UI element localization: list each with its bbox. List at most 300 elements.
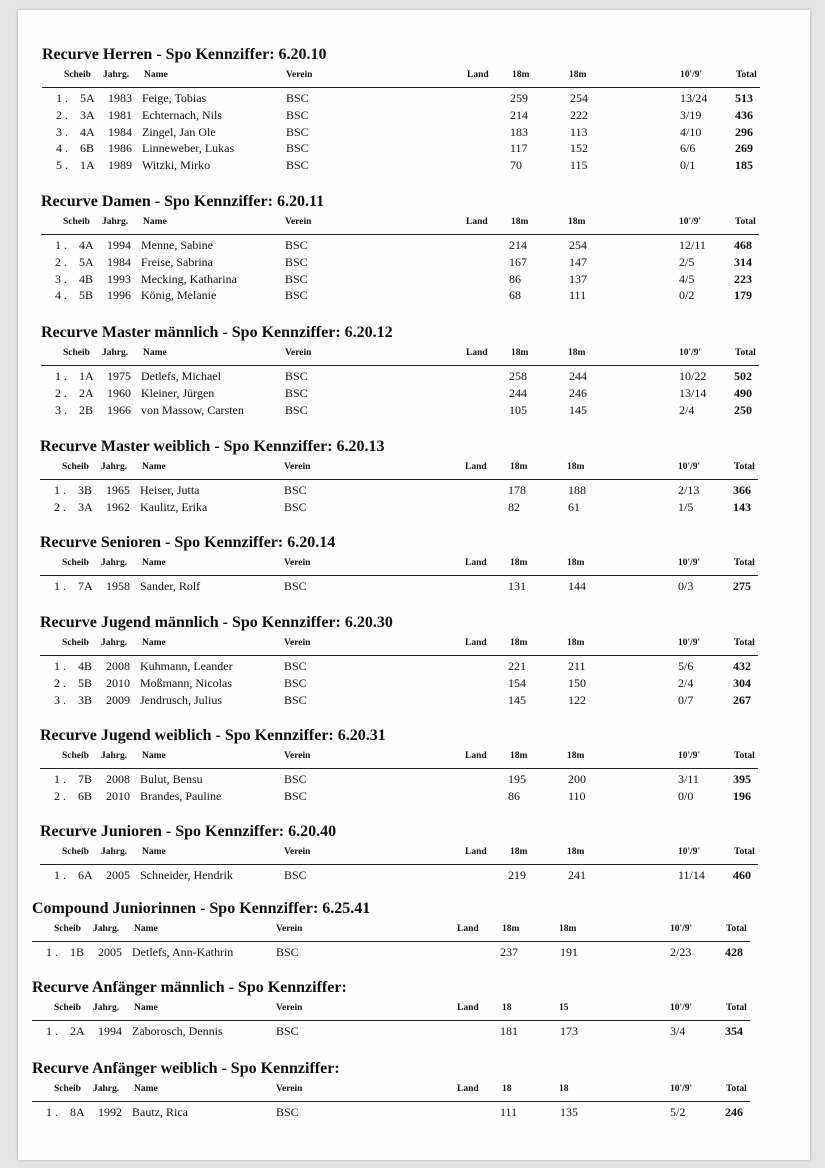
tens-nines-cell: 13/24 (680, 91, 708, 105)
round-2-score: 211 (568, 659, 586, 673)
rank-cell: 1 . (46, 1105, 58, 1119)
header-rule (41, 365, 759, 366)
header-tens: 10'/9' (678, 462, 701, 472)
club-cell: BSC (286, 91, 309, 105)
year-cell: 2008 (106, 772, 130, 786)
total-score: 436 (735, 107, 753, 122)
result-section (41, 323, 759, 418)
result-rows (32, 1023, 750, 1040)
round-1-score: 105 (509, 402, 527, 417)
header-jahrg: Jahrg. (93, 1084, 120, 1094)
header-round-2: 18m (567, 638, 585, 648)
round-2-score: 200 (568, 772, 586, 786)
round-1-score: 214 (510, 107, 528, 122)
header-tens: 10'/9' (670, 924, 693, 934)
header-round-1: 18m (511, 217, 529, 227)
rank-cell: 1 . (55, 238, 67, 252)
round-1-score: 214 (509, 238, 527, 252)
club-cell: BSC (285, 271, 308, 286)
header-name: Name (134, 1003, 158, 1013)
header-land: Land (457, 1003, 479, 1013)
year-cell: 1975 (107, 369, 131, 383)
club-cell: BSC (284, 499, 307, 514)
result-section (40, 437, 758, 516)
result-row (40, 771, 758, 788)
result-rows (40, 578, 758, 595)
year-cell: 1986 (108, 141, 132, 156)
header-verein: Verein (285, 348, 312, 358)
header-total: Total (734, 462, 755, 472)
target-cell: 6B (80, 141, 95, 156)
header-verein: Verein (286, 70, 313, 80)
total-score: 314 (734, 254, 752, 269)
archer-name: Jendrusch, Julius (140, 692, 222, 707)
round-1-score: 70 (510, 158, 522, 173)
column-header (40, 461, 758, 477)
tens-nines-cell: 0/1 (680, 158, 696, 173)
archer-name: Feige, Tobias (142, 91, 207, 105)
archer-name: Witzki, Mirko (142, 158, 211, 173)
header-round-2: 18m (567, 558, 585, 568)
header-scheib: Scheib (63, 348, 90, 358)
section-title: Recurve Master weiblich - Spo Kennziffer: 6.20.13 (40, 438, 385, 455)
target-cell: 2B (79, 402, 94, 417)
header-jahrg: Jahrg. (93, 1003, 120, 1013)
archer-name: Freise, Sabrina (141, 254, 213, 269)
target-cell: 1A (79, 369, 94, 383)
total-score: 196 (733, 788, 751, 803)
archer-name: Moßmann, Nicolas (140, 675, 232, 690)
section-title: Recurve Jugend weiblich - Spo Kennziffer: 6.20.31 (40, 727, 386, 744)
club-cell: BSC (285, 385, 308, 400)
target-cell: 2A (79, 385, 94, 400)
header-land: Land (465, 638, 487, 648)
header-name: Name (142, 558, 166, 568)
rank-cell: 3 . (55, 402, 67, 417)
section-title: Recurve Junioren - Spo Kennziffer: 6.20.40 (40, 823, 337, 840)
result-section (40, 822, 758, 884)
target-cell: 3A (80, 107, 95, 122)
column-header (40, 750, 758, 766)
round-1-score: 259 (510, 91, 528, 105)
tens-nines-cell: 3/19 (680, 107, 702, 122)
total-score: 296 (735, 124, 753, 139)
total-score: 223 (734, 271, 752, 286)
result-row (42, 157, 760, 174)
year-cell: 1965 (106, 483, 130, 497)
header-jahrg: Jahrg. (101, 751, 128, 761)
rank-cell: 2 . (55, 385, 67, 400)
header-round-2: 18m (569, 70, 587, 80)
result-rows (32, 1104, 750, 1121)
rank-cell: 1 . (46, 945, 58, 959)
tens-nines-cell: 2/13 (678, 483, 700, 497)
tens-nines-cell: 3/4 (670, 1024, 686, 1038)
tens-nines-cell: 11/14 (678, 868, 705, 882)
club-cell: BSC (276, 1024, 299, 1038)
result-row (42, 107, 760, 124)
total-score: 267 (733, 692, 751, 707)
target-cell: 5A (79, 254, 94, 269)
header-verein: Verein (285, 217, 312, 227)
result-row (40, 578, 758, 595)
total-score: 432 (733, 659, 751, 673)
round-2-score: 244 (569, 369, 587, 383)
result-row (32, 1104, 750, 1121)
archer-name: Mecking, Katharina (141, 271, 237, 286)
total-score: 513 (735, 91, 753, 105)
club-cell: BSC (284, 692, 307, 707)
archer-name: Kuhmann, Leander (140, 659, 233, 673)
round-1-score: 221 (508, 659, 526, 673)
year-cell: 2005 (106, 868, 130, 882)
target-cell: 5A (80, 91, 95, 105)
result-row (40, 482, 758, 499)
archer-name: Detlefs, Michael (141, 369, 221, 383)
club-cell: BSC (276, 945, 299, 959)
header-tens: 10'/9' (678, 847, 701, 857)
header-land: Land (466, 348, 488, 358)
target-cell: 4A (80, 124, 95, 139)
tens-nines-cell: 4/10 (680, 124, 702, 139)
year-cell: 1984 (108, 124, 132, 139)
total-score: 275 (733, 579, 751, 593)
header-jahrg: Jahrg. (101, 638, 128, 648)
round-2-score: 111 (569, 288, 587, 303)
round-2-score: 145 (569, 402, 587, 417)
total-score: 179 (734, 288, 752, 303)
header-jahrg: Jahrg. (101, 847, 128, 857)
header-verein: Verein (276, 1084, 303, 1094)
year-cell: 1992 (98, 1105, 122, 1119)
round-2-score: 110 (568, 788, 586, 803)
section-title: Compound Juniorinnen - Spo Kennziffer: 6.25.41 (32, 900, 371, 917)
round-1-score: 219 (508, 868, 526, 882)
tens-nines-cell: 0/2 (679, 288, 695, 303)
year-cell: 2008 (106, 659, 130, 673)
header-total: Total (734, 638, 755, 648)
total-score: 460 (733, 868, 751, 882)
round-2-score: 150 (568, 675, 586, 690)
result-rows (41, 368, 759, 418)
tens-nines-cell: 10/22 (679, 369, 707, 383)
archer-name: Echternach, Nils (142, 107, 222, 122)
rank-cell: 2 . (54, 675, 66, 690)
result-row (41, 237, 759, 254)
result-section (40, 533, 758, 595)
round-2-score: 241 (568, 868, 586, 882)
header-round-2: 18m (559, 924, 577, 934)
header-total: Total (726, 1084, 747, 1094)
header-land: Land (467, 70, 489, 80)
club-cell: BSC (286, 107, 309, 122)
rank-cell: 5 . (56, 158, 68, 173)
archer-name: Menne, Sabine (141, 238, 213, 252)
header-verein: Verein (276, 1003, 303, 1013)
round-2-score: 191 (560, 945, 578, 959)
total-score: 143 (733, 499, 751, 514)
club-cell: BSC (284, 483, 307, 497)
header-land: Land (465, 847, 487, 857)
header-rule (40, 575, 758, 576)
result-row (42, 124, 760, 141)
result-row (41, 254, 759, 271)
header-scheib: Scheib (62, 558, 89, 568)
result-rows (42, 90, 760, 174)
header-scheib: Scheib (62, 638, 89, 648)
total-score: 185 (735, 158, 753, 173)
header-rule (32, 1101, 750, 1102)
results-page (18, 10, 810, 1160)
header-rule (41, 234, 759, 235)
total-score: 468 (734, 238, 752, 252)
round-2-score: 254 (570, 91, 588, 105)
year-cell: 1994 (98, 1024, 122, 1038)
tens-nines-cell: 2/4 (678, 675, 694, 690)
tens-nines-cell: 12/11 (679, 238, 706, 252)
header-jahrg: Jahrg. (93, 924, 120, 934)
round-1-score: 111 (500, 1105, 518, 1119)
header-jahrg: Jahrg. (103, 70, 130, 80)
club-cell: BSC (286, 141, 309, 156)
total-score: 395 (733, 772, 751, 786)
section-title: Recurve Jugend männlich - Spo Kennziffer: 6.20.30 (40, 614, 393, 631)
header-round-1: 18m (510, 558, 528, 568)
result-row (42, 90, 760, 107)
archer-name: von Massow, Carsten (141, 402, 244, 417)
club-cell: BSC (285, 402, 308, 417)
header-scheib: Scheib (63, 217, 90, 227)
archer-name: Bulut, Bensu (140, 772, 203, 786)
header-total: Total (735, 348, 756, 358)
round-2-score: 188 (568, 483, 586, 497)
header-verein: Verein (284, 462, 311, 472)
header-name: Name (143, 217, 167, 227)
section-title: Recurve Anfänger weiblich - Spo Kennziffer: (32, 1060, 340, 1077)
target-cell: 6B (78, 788, 93, 803)
archer-name: Brandes, Pauline (140, 788, 222, 803)
header-scheib: Scheib (62, 751, 89, 761)
tens-nines-cell: 5/6 (678, 659, 694, 673)
archer-name: Heiser, Jutta (140, 483, 200, 497)
result-rows (40, 658, 758, 708)
club-cell: BSC (285, 238, 308, 252)
rank-cell: 1 . (46, 1024, 58, 1038)
tens-nines-cell: 2/23 (670, 945, 692, 959)
total-score: 250 (734, 402, 752, 417)
result-row (32, 1023, 750, 1040)
header-scheib: Scheib (54, 924, 81, 934)
header-scheib: Scheib (64, 70, 91, 80)
year-cell: 1984 (107, 254, 131, 269)
header-round-1: 18m (510, 751, 528, 761)
round-1-score: 237 (500, 945, 518, 959)
header-rule (32, 1020, 750, 1021)
rank-cell: 3 . (54, 692, 66, 707)
result-section (41, 192, 759, 304)
round-2-score: 115 (570, 158, 588, 173)
header-scheib: Scheib (54, 1003, 81, 1013)
header-jahrg: Jahrg. (101, 558, 128, 568)
round-2-score: 144 (568, 579, 586, 593)
round-1-score: 82 (508, 499, 520, 514)
year-cell: 1994 (107, 238, 131, 252)
column-header (40, 846, 758, 862)
club-cell: BSC (285, 254, 308, 269)
club-cell: BSC (284, 675, 307, 690)
header-jahrg: Jahrg. (102, 348, 129, 358)
club-cell: BSC (284, 772, 307, 786)
total-score: 428 (725, 945, 743, 959)
header-round-1: 18m (510, 847, 528, 857)
club-cell: BSC (284, 579, 307, 593)
header-name: Name (142, 751, 166, 761)
rank-cell: 1 . (54, 483, 66, 497)
header-total: Total (734, 558, 755, 568)
result-rows (40, 482, 758, 516)
target-cell: 3A (78, 499, 93, 514)
result-row (41, 402, 759, 419)
header-total: Total (736, 70, 757, 80)
tens-nines-cell: 13/14 (679, 385, 707, 400)
header-tens: 10'/9' (670, 1003, 693, 1013)
tens-nines-cell: 0/3 (678, 579, 694, 593)
header-round-2: 18m (567, 847, 585, 857)
year-cell: 2009 (106, 692, 130, 707)
target-cell: 7A (78, 579, 93, 593)
header-round-1: 18m (510, 638, 528, 648)
header-round-1: 18 (502, 1003, 512, 1013)
rank-cell: 4 . (56, 141, 68, 156)
header-scheib: Scheib (62, 847, 89, 857)
target-cell: 8A (70, 1105, 85, 1119)
header-rule (40, 479, 758, 480)
result-row (40, 675, 758, 692)
column-header (32, 923, 750, 939)
result-rows (32, 944, 750, 961)
rank-cell: 1 . (54, 772, 66, 786)
round-1-score: 131 (508, 579, 526, 593)
result-rows (40, 771, 758, 805)
column-header (32, 1002, 750, 1018)
result-section (32, 899, 750, 961)
header-round-1: 18m (510, 462, 528, 472)
tens-nines-cell: 5/2 (670, 1105, 686, 1119)
header-jahrg: Jahrg. (102, 217, 129, 227)
archer-name: König, Melanie (141, 288, 217, 303)
target-cell: 4B (79, 271, 94, 286)
club-cell: BSC (276, 1105, 299, 1119)
section-title: Recurve Damen - Spo Kennziffer: 6.20.11 (41, 193, 325, 210)
round-2-score: 173 (560, 1024, 578, 1038)
year-cell: 1983 (108, 91, 132, 105)
header-round-1: 18 (502, 1084, 512, 1094)
club-cell: BSC (284, 868, 307, 882)
archer-name: Detlefs, Ann-Kathrin (132, 945, 234, 959)
rank-cell: 2 . (56, 107, 68, 122)
result-row (40, 499, 758, 516)
round-1-score: 244 (509, 385, 527, 400)
tens-nines-cell: 0/7 (678, 692, 694, 707)
round-1-score: 86 (509, 271, 521, 286)
round-1-score: 145 (508, 692, 526, 707)
target-cell: 5B (78, 675, 93, 690)
header-total: Total (726, 1003, 747, 1013)
target-cell: 3B (78, 483, 93, 497)
tens-nines-cell: 3/11 (678, 772, 699, 786)
year-cell: 1993 (107, 271, 131, 286)
target-cell: 5B (79, 288, 94, 303)
round-1-score: 68 (509, 288, 521, 303)
round-1-score: 181 (500, 1024, 518, 1038)
header-name: Name (142, 638, 166, 648)
header-tens: 10'/9' (680, 70, 703, 80)
header-round-2: 18m (567, 462, 585, 472)
header-scheib: Scheib (62, 462, 89, 472)
rank-cell: 1 . (54, 868, 66, 882)
header-land: Land (457, 1084, 479, 1094)
round-1-score: 86 (508, 788, 520, 803)
year-cell: 1958 (106, 579, 130, 593)
header-total: Total (734, 847, 755, 857)
round-1-score: 154 (508, 675, 526, 690)
round-1-score: 258 (509, 369, 527, 383)
result-row (41, 271, 759, 288)
rank-cell: 2 . (55, 254, 67, 269)
column-header (32, 1083, 750, 1099)
header-rule (40, 864, 758, 865)
header-scheib: Scheib (54, 1084, 81, 1094)
result-row (40, 692, 758, 709)
column-header (42, 69, 760, 85)
tens-nines-cell: 4/5 (679, 271, 695, 286)
result-section (32, 1059, 750, 1121)
club-cell: BSC (286, 158, 309, 173)
header-land: Land (457, 924, 479, 934)
header-name: Name (142, 462, 166, 472)
header-tens: 10'/9' (678, 638, 701, 648)
round-1-score: 183 (510, 124, 528, 139)
year-cell: 1996 (107, 288, 131, 303)
club-cell: BSC (285, 369, 308, 383)
result-row (40, 788, 758, 805)
header-verein: Verein (284, 638, 311, 648)
year-cell: 1960 (107, 385, 131, 400)
result-section (40, 613, 758, 708)
header-rule (40, 655, 758, 656)
header-rule (40, 768, 758, 769)
header-land: Land (465, 462, 487, 472)
total-score: 304 (733, 675, 751, 690)
header-land: Land (465, 558, 487, 568)
tens-nines-cell: 6/6 (680, 141, 696, 156)
header-total: Total (735, 217, 756, 227)
header-round-2: 18m (568, 348, 586, 358)
header-total: Total (726, 924, 747, 934)
result-row (41, 287, 759, 304)
header-land: Land (466, 217, 488, 227)
rank-cell: 3 . (55, 271, 67, 286)
column-header (40, 637, 758, 653)
header-tens: 10'/9' (679, 217, 702, 227)
result-row (40, 658, 758, 675)
result-section (40, 726, 758, 805)
archer-name: Kleiner, Jürgen (141, 385, 215, 400)
club-cell: BSC (284, 788, 307, 803)
round-2-score: 147 (569, 254, 587, 269)
round-2-score: 152 (570, 141, 588, 156)
result-rows (41, 237, 759, 304)
